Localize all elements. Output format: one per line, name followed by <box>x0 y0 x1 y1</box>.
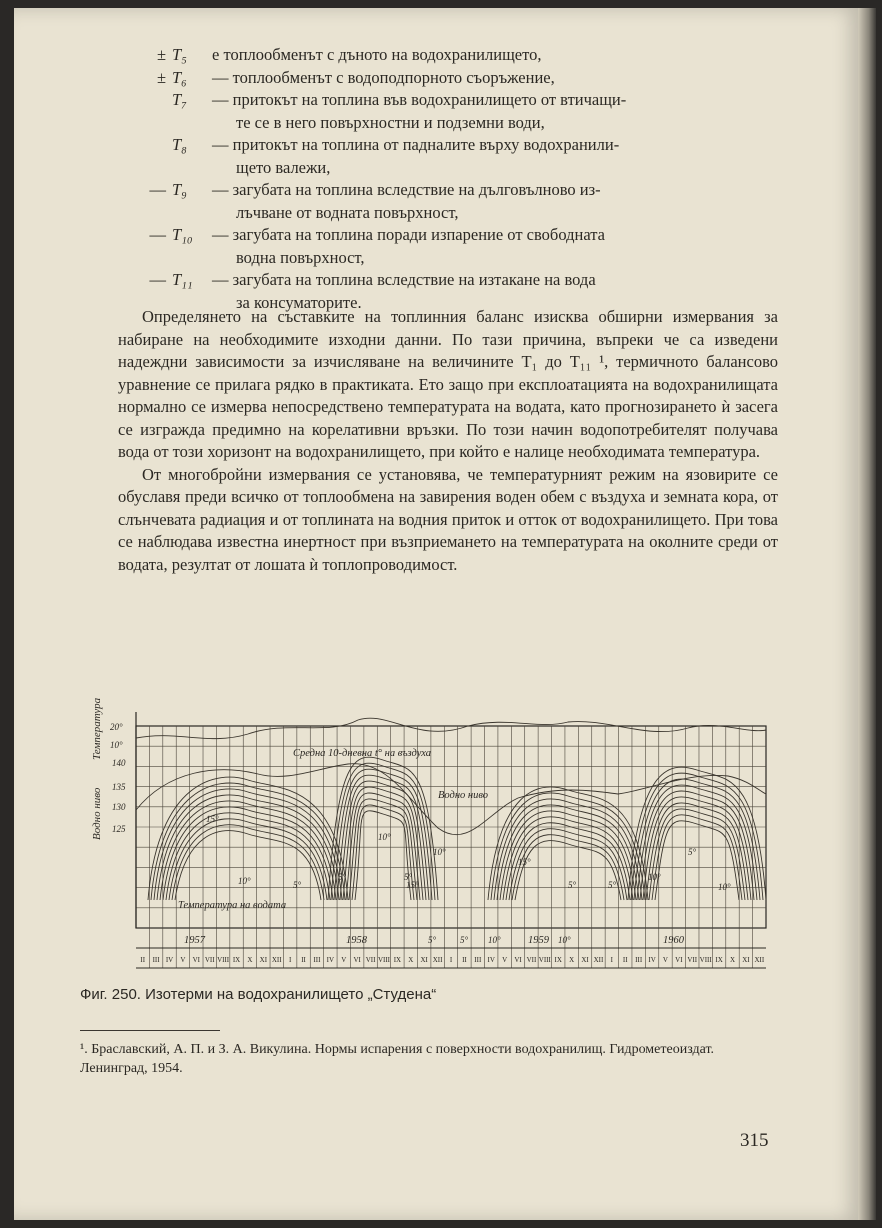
month-label: VI <box>514 956 522 964</box>
chart-curves <box>136 718 766 900</box>
month-label: X <box>569 956 575 964</box>
equation-item <box>118 224 778 269</box>
body-text <box>118 306 778 576</box>
isotherm-label: 10° <box>718 882 731 892</box>
eq-symbol: T₁₁ <box>172 270 193 289</box>
month-label: IX <box>232 956 241 964</box>
eq-sign: — <box>149 225 166 244</box>
month-label: III <box>474 956 482 964</box>
eq-continuation: за консуматорите. <box>236 292 362 312</box>
equation-list <box>118 44 778 314</box>
isotherm-chart <box>88 690 778 970</box>
label-water-level: Водно ниво <box>438 790 489 801</box>
year-label: 1957 <box>184 935 205 946</box>
isotherm-label: 15° <box>518 857 531 867</box>
isotherm-label: 5° <box>338 872 347 882</box>
month-label: VI <box>353 956 361 964</box>
month-label: VII <box>365 956 376 964</box>
eq-sign: ± <box>156 45 166 64</box>
eq-continuation: те се в него повърхностни и подземни води, <box>236 112 545 132</box>
eq-text: е топлообменът с дъното на водохранилището, <box>212 45 542 64</box>
month-label: III <box>152 956 160 964</box>
month-label: IV <box>326 956 335 964</box>
month-label: V <box>180 956 186 964</box>
eq-text: — топлообменът с водоподпорното съоръжение, <box>212 67 555 87</box>
month-label: IX <box>715 956 723 964</box>
month-label: I <box>288 956 292 964</box>
tick-label-level: 135 <box>112 782 126 792</box>
month-label: II <box>140 956 146 964</box>
eq-sign <box>118 134 172 157</box>
month-label: VI <box>675 956 683 964</box>
eq-text: — загубата на топлина вследствие на дълговълново из- <box>212 180 601 199</box>
month-label: IX <box>393 956 402 964</box>
year-label: 1958 <box>346 935 367 946</box>
isotherm-label: 15° <box>406 880 419 890</box>
isotherm-label: 5° <box>568 880 577 890</box>
tick-label-level: 130 <box>112 802 126 812</box>
eq-symbol: T₅ <box>172 45 187 64</box>
tick-label-temp: 10° <box>110 740 123 750</box>
isotherm-label: 10° <box>558 935 571 945</box>
month-label: II <box>301 956 306 964</box>
axis-label-water-level: Водно ниво <box>91 787 103 840</box>
eq-sign: ± <box>156 67 166 87</box>
month-label: V <box>502 956 508 964</box>
eq-continuation: лъчване от водната повърхност, <box>236 202 459 222</box>
month-label: VII <box>526 956 537 964</box>
isotherm-label: 10° <box>433 847 446 857</box>
month-label: XII <box>432 956 443 964</box>
isotherm-label: 10° <box>378 832 391 842</box>
month-label: XI <box>259 956 268 964</box>
page-number: 315 <box>740 1130 769 1151</box>
month-label: X <box>408 956 414 964</box>
figure-caption: Фиг. 250. Изотерми на водохранилището „Студена“ <box>80 986 437 1003</box>
year-label: 1960 <box>663 935 684 946</box>
isotherm-label: 5° <box>404 872 413 882</box>
eq-sign: — <box>149 270 166 289</box>
month-label: VII <box>687 956 698 964</box>
isotherm-label: 10° <box>238 876 251 886</box>
month-label: IV <box>165 956 174 964</box>
month-label: VIII <box>538 956 551 964</box>
isotherm-label: 5° <box>460 935 469 945</box>
month-label: XI <box>581 956 589 964</box>
equation-item <box>118 134 778 179</box>
equation-item <box>118 44 778 67</box>
air-temperature-curve <box>136 718 766 739</box>
month-label: IV <box>487 956 495 964</box>
tick-label-temp: 20° <box>110 722 123 732</box>
month-label: I <box>610 956 614 964</box>
eq-symbol: T₉ <box>172 180 187 199</box>
isotherm-line <box>172 825 324 900</box>
isotherm-label: 10° <box>648 872 661 882</box>
month-label: V <box>662 956 668 964</box>
footnote: ¹. Браславский, А. П. и З. А. Викулина. Нормы испарения с поверхности водохранилищ. Гидрометеоиздат. Ленинград, 1954. <box>80 1042 715 1076</box>
tick-label-level: 140 <box>112 758 126 768</box>
month-label: XI <box>420 956 428 964</box>
isotherm-line <box>355 811 411 900</box>
month-label: X <box>729 956 736 964</box>
month-label: VIII <box>699 956 712 964</box>
paragraph: От многобройни измервания се установява, че температурният режим на язовирите се обуславя преди всичко от топлообмена на завирения воден обем с въздуха и земната кора, от слънчевата радиация и от топлината на водния приток и отток от водохранилището. При това се наблюдава известна инертност при възприемането на температурата на околните среди от водата, резултат от лошата ѝ топлопроводимост. <box>118 464 778 574</box>
paragraph: Определянето на съставките на топлинния баланс изисква обширни измервания за набиране на необходимите изходни данни. По тази причина, въпреки че са изведени надеждни зависимости за изчисляване на величините T₁ до T₁₁ ¹, термичното балансово уравнение се прилага рядко в практиката. Ето защо при експлоатацията на водохранилищата нормално се измерва непосредствено температурата на водата, като прогнозирането ѝ засега се изгражда предимно на корелативни връзки. По този начин водопотребителят получава вода от този хоризонт на водохранилището, при който е налице необходимата температура. <box>118 307 778 461</box>
footnote-rule <box>80 1030 220 1031</box>
eq-symbol: T₇ <box>172 90 187 109</box>
isotherm-label: 5° <box>688 847 697 857</box>
label-air-temperature: Средна 10-дневна t° на въздуха <box>293 748 431 759</box>
tick-label-level: 125 <box>112 824 126 834</box>
axis-label-temperature: Температура <box>91 697 103 760</box>
month-label: II <box>462 956 467 964</box>
month-label: IV <box>648 956 656 964</box>
isotherm-line <box>166 813 330 900</box>
month-label: V <box>341 956 347 964</box>
eq-continuation: водна повърхност, <box>236 247 365 267</box>
equation-item <box>118 179 778 224</box>
month-label: I <box>449 956 453 964</box>
month-label: XII <box>754 956 765 964</box>
label-water-temperature: Температура на водата <box>178 900 287 911</box>
isotherm-label: 5° <box>293 880 302 890</box>
month-label: III <box>635 956 643 964</box>
eq-symbol: T₁₀ <box>172 225 193 244</box>
month-label: III <box>313 956 321 964</box>
month-label: XI <box>742 956 750 964</box>
isotherm-label: 5° <box>428 935 437 945</box>
month-label: VIII <box>217 956 230 964</box>
eq-sign <box>118 89 172 112</box>
eq-text: — загубата на топлина поради изпарение от свободната <box>212 225 605 244</box>
eq-sign: — <box>149 180 166 199</box>
eq-text: — загубата на топлина вследствие на изтакане на вода <box>212 270 596 289</box>
month-label: X <box>247 956 253 964</box>
month-label: XII <box>593 956 604 964</box>
eq-continuation: щето валежи, <box>236 157 331 177</box>
isotherm-label: 10° <box>488 935 501 945</box>
month-label: IX <box>554 956 562 964</box>
isotherm-line <box>352 805 414 900</box>
equation-item <box>118 89 778 134</box>
month-label: VI <box>192 956 201 964</box>
year-label: 1959 <box>528 935 549 946</box>
month-label: VIII <box>377 956 391 964</box>
eq-text: — притокът на топлина от падналите върху водохранили- <box>212 135 620 154</box>
month-label: II <box>622 956 628 964</box>
isotherm-label: 5° <box>608 880 617 890</box>
eq-text: — притокът на топлина във водохранилището от втичащи- <box>212 90 627 109</box>
chart-grid <box>136 712 766 968</box>
eq-symbol: T₈ <box>172 135 187 154</box>
month-label: VII <box>204 956 215 964</box>
isotherm-figure <box>88 690 778 970</box>
page-edge <box>858 8 876 1220</box>
isotherm-label: 15° <box>206 814 219 824</box>
eq-symbol: T₆ <box>172 67 187 87</box>
month-label: XII <box>271 956 282 964</box>
equation-item <box>118 67 778 90</box>
